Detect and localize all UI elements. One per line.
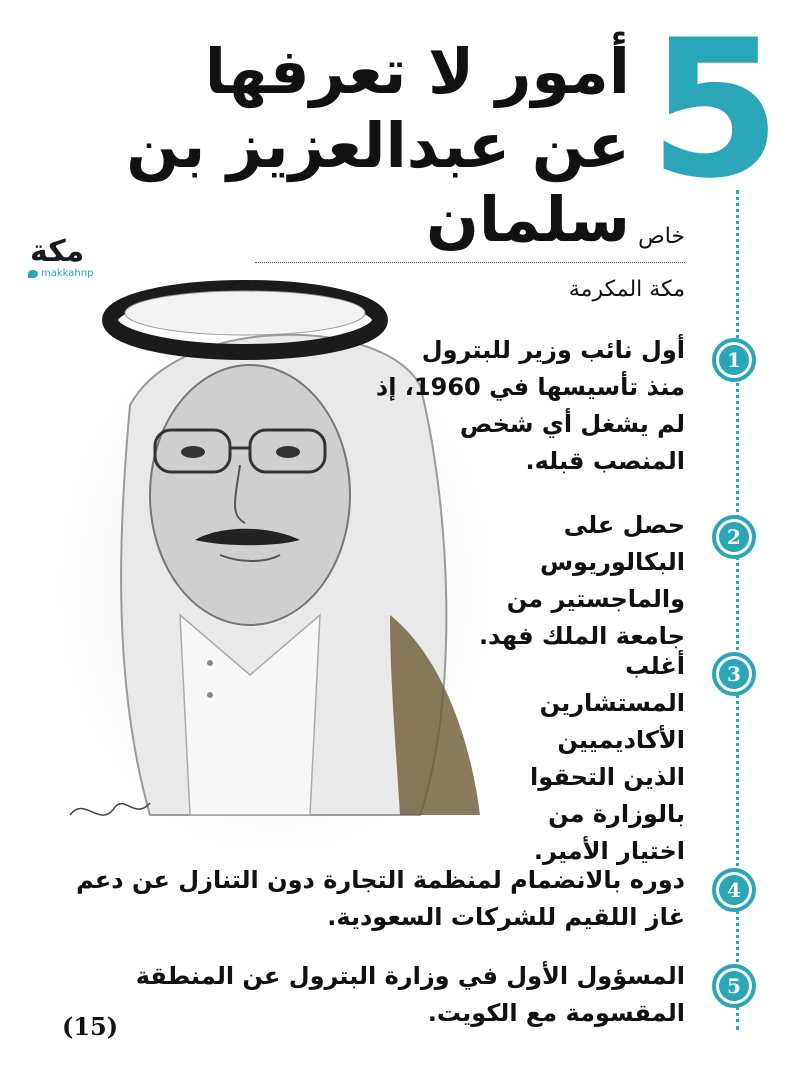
item-number-badge: 1 (712, 338, 756, 382)
logo-name: مكة (30, 234, 85, 269)
item-text: حصل على البكالوريوس والماجستير من جامعة الملك فهد. (479, 511, 685, 650)
page-number: (15) (62, 1012, 119, 1041)
item-number-badge: 5 (712, 964, 756, 1008)
byline-city: مكة المكرمة (568, 277, 685, 302)
item-number-badge: 4 (712, 868, 756, 912)
twitter-bird-icon (28, 270, 38, 278)
item-number-badge: 2 (712, 515, 756, 559)
item-text: أول نائب وزير للبترول منذ تأسيسها في 1960، إذ لم يشغل أي شخص المنصب قبله. (375, 336, 685, 475)
headline-number: 5 (648, 0, 782, 220)
headline-line-1: أمور لا تعرفها (204, 35, 630, 108)
item-number-badge: 3 (712, 652, 756, 696)
item-text: أغلب المستشارين الأكاديميين الذين التحقوا بالوزارة من اختيار الأمير. (530, 652, 685, 865)
headline-line-2: عن عبدالعزيز بن سلمان (126, 109, 630, 256)
item-text: دوره بالانضمام لمنظمة التجارة دون التنازل عن دعم غاز اللقيم للشركات السعودية. (76, 866, 685, 931)
headline (30, 35, 630, 257)
item-text: المسؤول الأول في وزارة البترول عن المنطقة المقسومة مع الكويت. (135, 962, 685, 1027)
byline-author: خاص (638, 224, 685, 249)
logo-handle-text: makkahnp (41, 268, 94, 279)
